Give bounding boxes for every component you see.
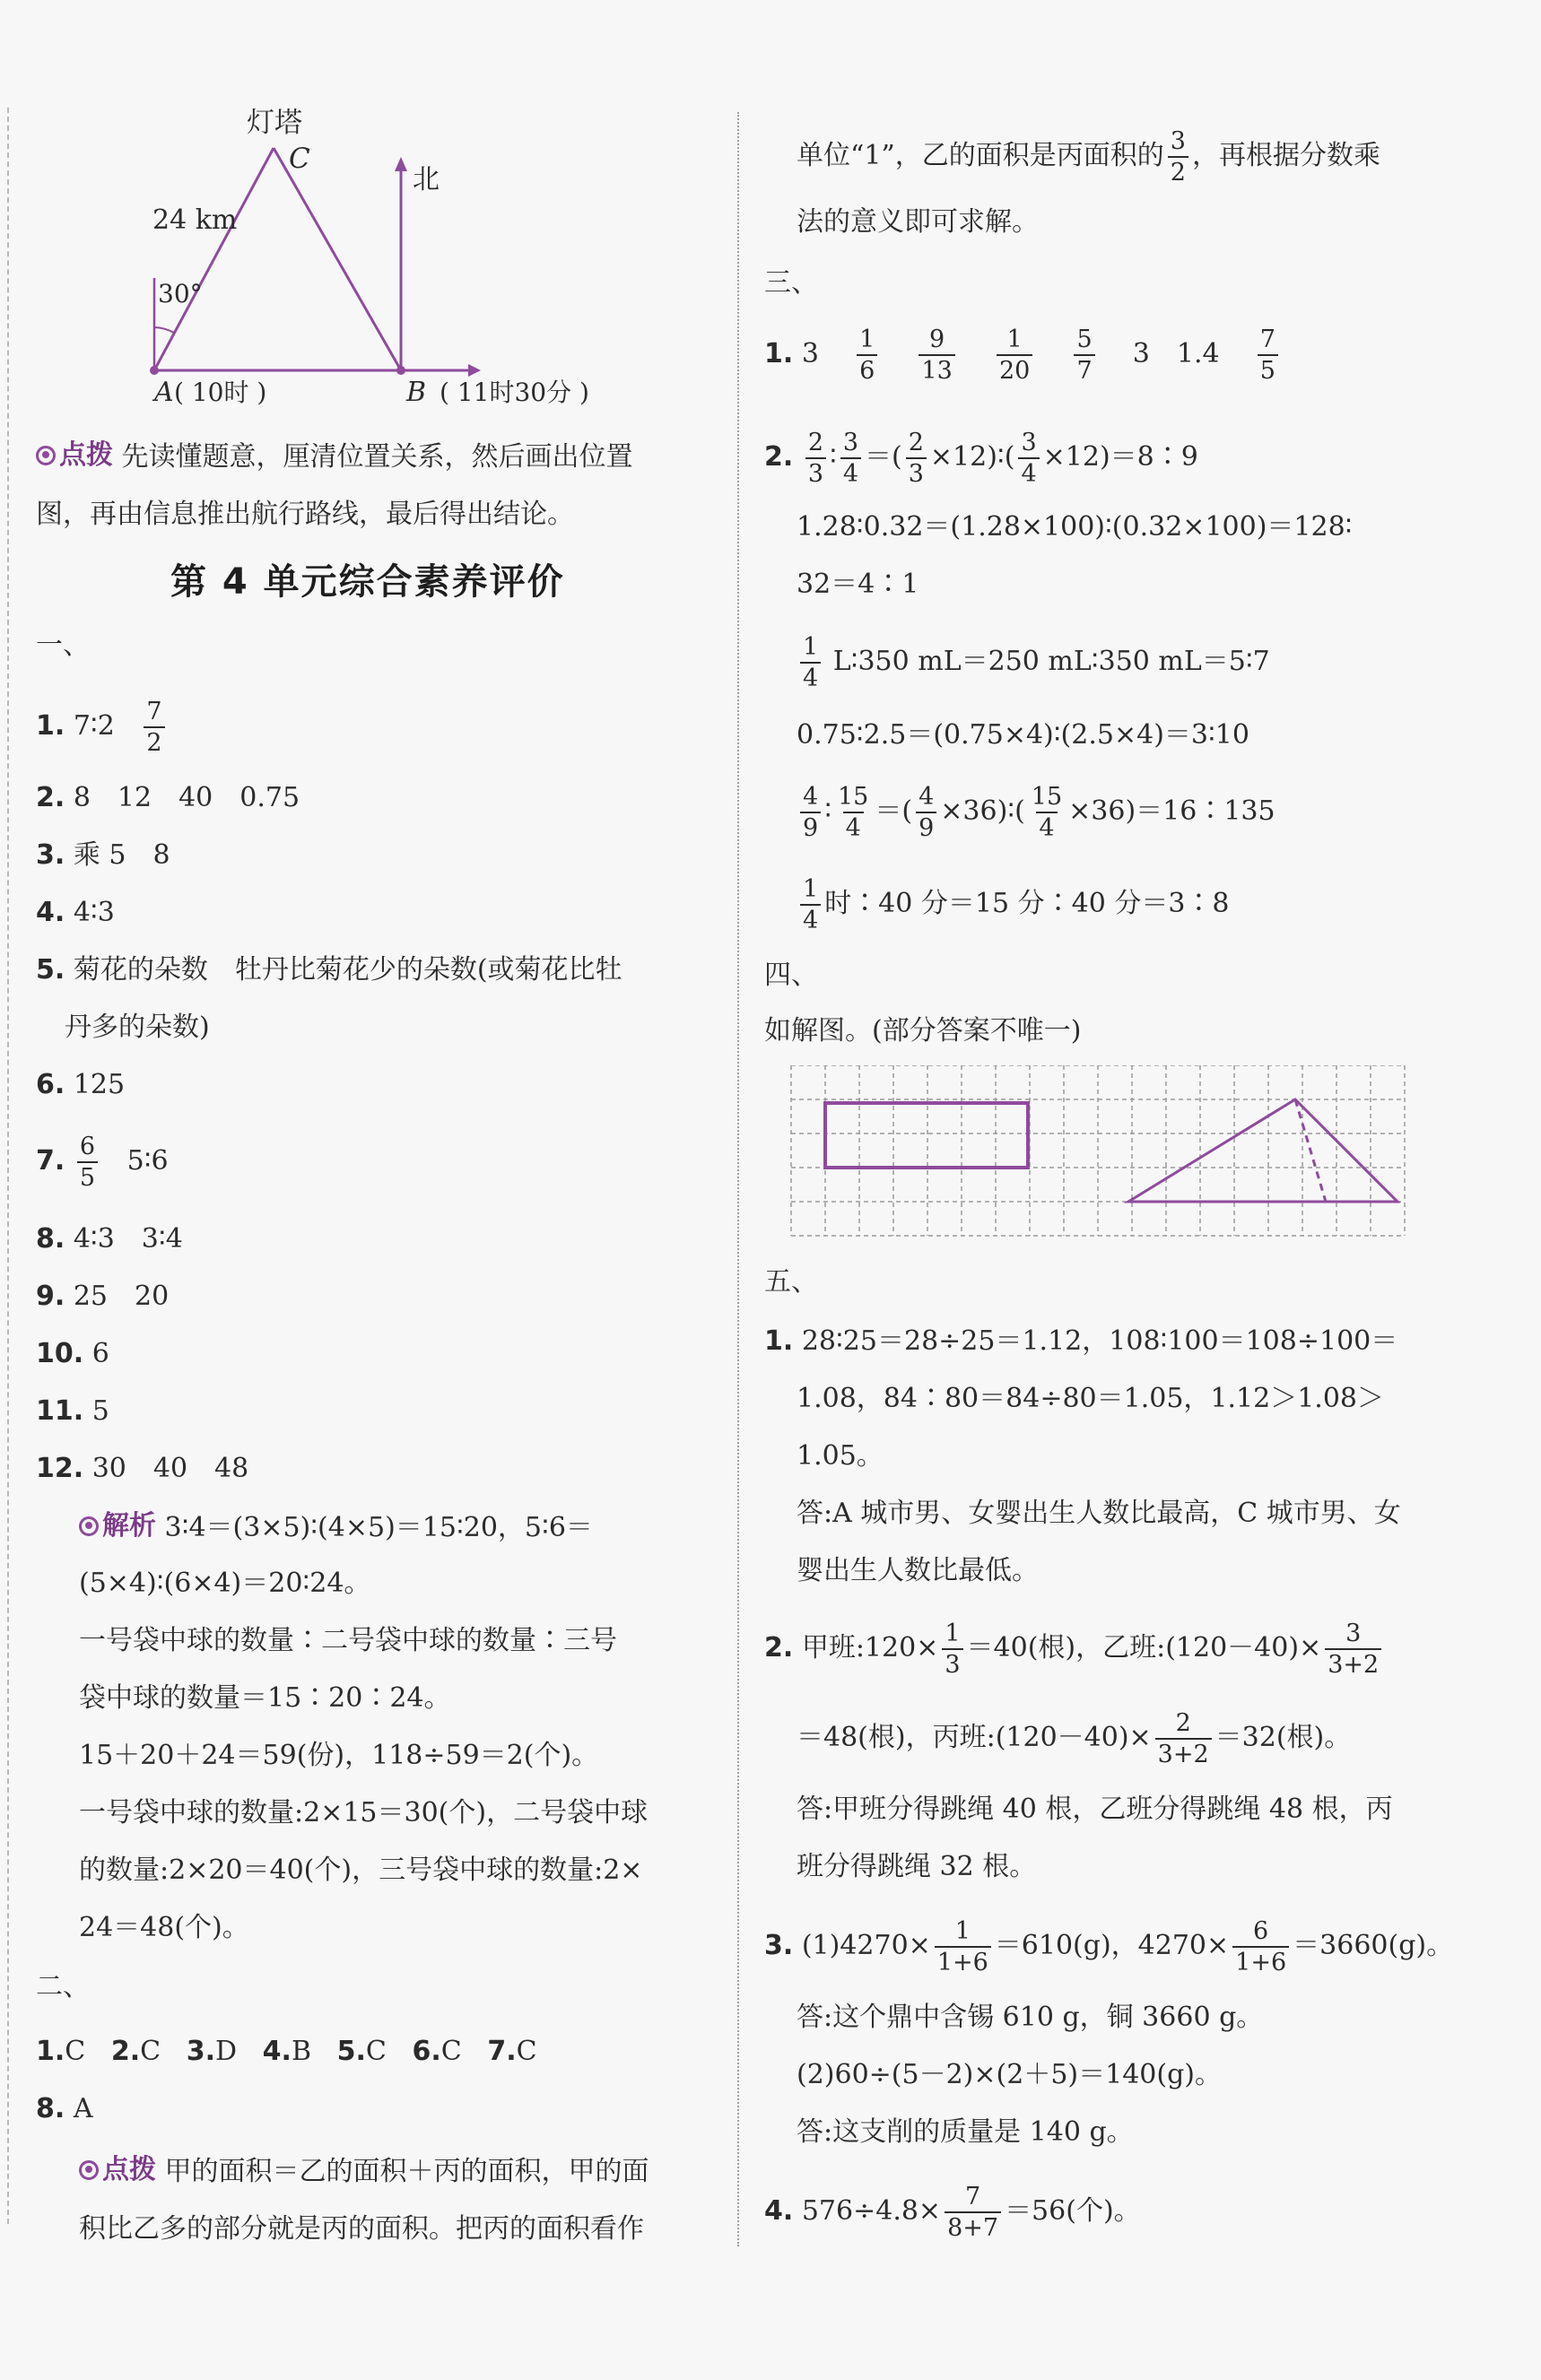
choice-answers: 1.C 2.C 3.D 4.B 5.C 6.C 7.C	[36, 2036, 537, 2067]
time-a-label: ( 10时 )	[174, 378, 267, 407]
answer-4: 4. 4∶3	[36, 897, 115, 928]
analysis-line3: 一号袋中球的数量∶二号袋中球的数量∶三号	[79, 1625, 617, 1656]
answer-10: 10. 6	[36, 1338, 109, 1369]
analysis-line7: 的数量:2×20＝40(个)，三号袋中球的数量:2×	[79, 1854, 643, 1886]
answer-12: 12. 30 40 48	[36, 1453, 249, 1484]
r-answer-2g: $\frac{1}{4}$ 时∶40 分＝15 分∶40 分＝3∶8	[797, 877, 1230, 933]
answer-8: 8. 4∶3 3∶4	[36, 1223, 183, 1255]
problem-3-line1: 3. (1)4270× $\frac{1}{1+6}$ ＝610(g)，4270× $\frac{6}{1+6}$ ＝3660(g)。	[764, 1917, 1454, 1976]
problem-1-line2: 1.08，84∶80＝84÷80＝1.05，1.12＞1.08＞	[797, 1383, 1385, 1414]
answer-5-cont: 丹多的朵数)	[65, 1012, 210, 1043]
problem-1-line3: 1.05。	[797, 1440, 884, 1472]
analysis-icon	[79, 1516, 99, 1536]
answer-7: 7. $\frac{6}{5}$ 5∶6	[36, 1133, 169, 1192]
answer-2: 2. 8 12 40 0.75	[36, 782, 300, 813]
problem-4-line1: 4. 576÷4.8× $\frac{7}{8+7}$ ＝56(个)。	[764, 2183, 1141, 2242]
tip2-tag: 点拨	[79, 2152, 156, 2188]
r-answer-2c: 32＝4∶1	[797, 569, 919, 600]
analysis-tag: 解析	[79, 1508, 156, 1544]
choice-8: 8. A	[36, 2093, 93, 2124]
east-arrowhead	[468, 364, 481, 377]
tip2-continued-2: 法的意义即可求解。	[797, 206, 1039, 238]
time-b-label: ( 11时30分 )	[440, 378, 589, 407]
analysis-line8: 24＝48(个)。	[79, 1912, 249, 1943]
r-answer-2: 2. $\frac{2}{3}$ ∶ $\frac{3}{4}$ ＝( $\frac{2}{3}$ ×12)∶( $\frac{3}{4}$ ×12)＝8∶9	[764, 429, 1198, 488]
navigation-diagram	[135, 103, 637, 426]
answer-6: 6. 125	[36, 1069, 126, 1100]
distance-label: 24 km	[152, 204, 238, 236]
solution-triangle	[1128, 1099, 1397, 1202]
problem-3-answer1: 答:这个鼎中含锡 610 g，铜 3660 g。	[797, 2002, 1264, 2033]
point-a-label: A	[154, 377, 174, 408]
r-answer-2f: $\frac{4}{9}$ ∶ $\frac{15}{4}$ ＝( $\frac{4}{9}$ ×36)∶( $\frac{15}{4}$ ×36)＝16∶135	[797, 785, 1275, 840]
analysis-line2: (5×4)∶(6×4)＝20∶24。	[79, 1568, 371, 1599]
tip1-line2: 图，再由信息推出航行路线，最后得出结论。	[36, 499, 574, 530]
point-b-label: B	[406, 377, 427, 408]
problem-2-line2: ＝48(根)，丙班:(120－40)× $\frac{2}{3+2}$ ＝32(根)。	[797, 1709, 1352, 1768]
r-answer-2e: 0.75∶2.5＝(0.75×4)∶(2.5×4)＝3∶10	[797, 719, 1249, 751]
r-answer-1: 1. 3 $\frac{1}{6}$ $\frac{9}{13}$ $\frac{1}{20}$ $\frac{5}{7}$ 3 1.4 $\frac{7}{5}$	[764, 327, 1282, 383]
point-b-dot	[396, 366, 405, 375]
section-5-heading: 五、	[764, 1266, 818, 1298]
section-2-heading: 二、	[36, 1971, 90, 2002]
tip2-continued-1: 单位“1”，乙的面积是丙面积的 $\frac{3}{2}$ ，再根据分数乘	[797, 127, 1380, 187]
answer-11: 11. 5	[36, 1395, 109, 1427]
answer-3: 3. 乘 5 8	[36, 839, 170, 871]
problem-1-answer1: 答:A 城市男、女婴出生人数比最高，C 城市男、女	[797, 1498, 1401, 1529]
r-answer-2d: $\frac{1}{4}$ L∶350 mL＝250 mL∶350 mL＝5∶7	[797, 635, 1270, 691]
problem-3-answer2: 答:这支削的质量是 140 g。	[797, 2116, 1134, 2148]
tip-icon	[79, 2160, 99, 2180]
analysis-line4: 袋中球的数量＝15∶20∶24。	[79, 1682, 451, 1714]
route-ac	[154, 148, 274, 370]
section-1-heading: 一、	[36, 630, 90, 661]
problem-1-line1: 1. 28∶25＝28÷25＝1.12，108∶100＝108÷100＝	[764, 1325, 1398, 1357]
point-a-dot	[150, 366, 159, 375]
section-4-heading: 四、	[764, 960, 818, 991]
tip1-tag: 点拨	[36, 438, 113, 473]
lighthouse-label: 灯塔	[247, 107, 302, 139]
analysis-line1: 解析 3∶4＝(3×5)∶(4×5)＝15∶20，5∶6＝	[79, 1508, 593, 1546]
tip1-line1: 点拨 先读懂题意，厘清位置关系，然后画出位置	[36, 438, 633, 475]
point-c-label: C	[289, 143, 310, 175]
section-4-note: 如解图。(部分答案不唯一)	[764, 1015, 1082, 1047]
section-3-heading: 三、	[764, 267, 818, 299]
r-answer-2b: 1.28∶0.32＝(1.28×100)∶(0.32×100)＝128∶	[797, 511, 1353, 543]
solution-rectangle	[825, 1103, 1028, 1168]
problem-3-line2: (2)60÷(5－2)×(2＋5)＝140(g)。	[797, 2059, 1222, 2090]
problem-2-answer1: 答:甲班分得跳绳 40 根，乙班分得跳绳 48 根，丙	[797, 1794, 1393, 1825]
tip-icon	[36, 446, 56, 465]
problem-2-answer2: 班分得跳绳 32 根。	[797, 1851, 1037, 1882]
tip2-line2: 积比乙多的部分就是丙的面积。把丙的面积看作	[79, 2213, 644, 2245]
problem-1-answer2: 婴出生人数比最低。	[797, 1555, 1039, 1586]
angle-label: 30°	[158, 279, 203, 308]
answer-9: 9. 25 20	[36, 1281, 170, 1312]
answer-1: 1. 7∶2 $\frac{7}{2}$	[36, 699, 169, 755]
problem-2-line1: 2. 甲班:120× $\frac{1}{3}$ ＝40(根)，乙班:(120－40)× $\frac{3}{3+2}$	[764, 1621, 1385, 1677]
page-edge-line	[7, 108, 9, 2224]
answer-5: 5. 菊花的朵数 牡丹比菊花少的朵数(或菊花比牡	[36, 954, 622, 986]
analysis-line6: 一号袋中球的数量:2×15＝30(个)，二号袋中球	[79, 1797, 649, 1828]
north-label: 北	[413, 164, 440, 195]
column-divider	[737, 112, 739, 2246]
north-arrowhead	[395, 157, 407, 171]
analysis-line5: 15＋20＋24＝59(份)，118÷59＝2(个)。	[79, 1740, 599, 1771]
tip2-line1: 点拨 甲的面积＝乙的面积＋丙的面积，甲的面	[79, 2152, 649, 2190]
solution-grid-figure	[789, 1065, 1408, 1245]
grid-lines	[791, 1065, 1405, 1236]
route-cb	[274, 148, 401, 370]
angle-arc	[154, 327, 174, 333]
unit-title: 第 4 单元综合素养评价	[170, 561, 565, 603]
